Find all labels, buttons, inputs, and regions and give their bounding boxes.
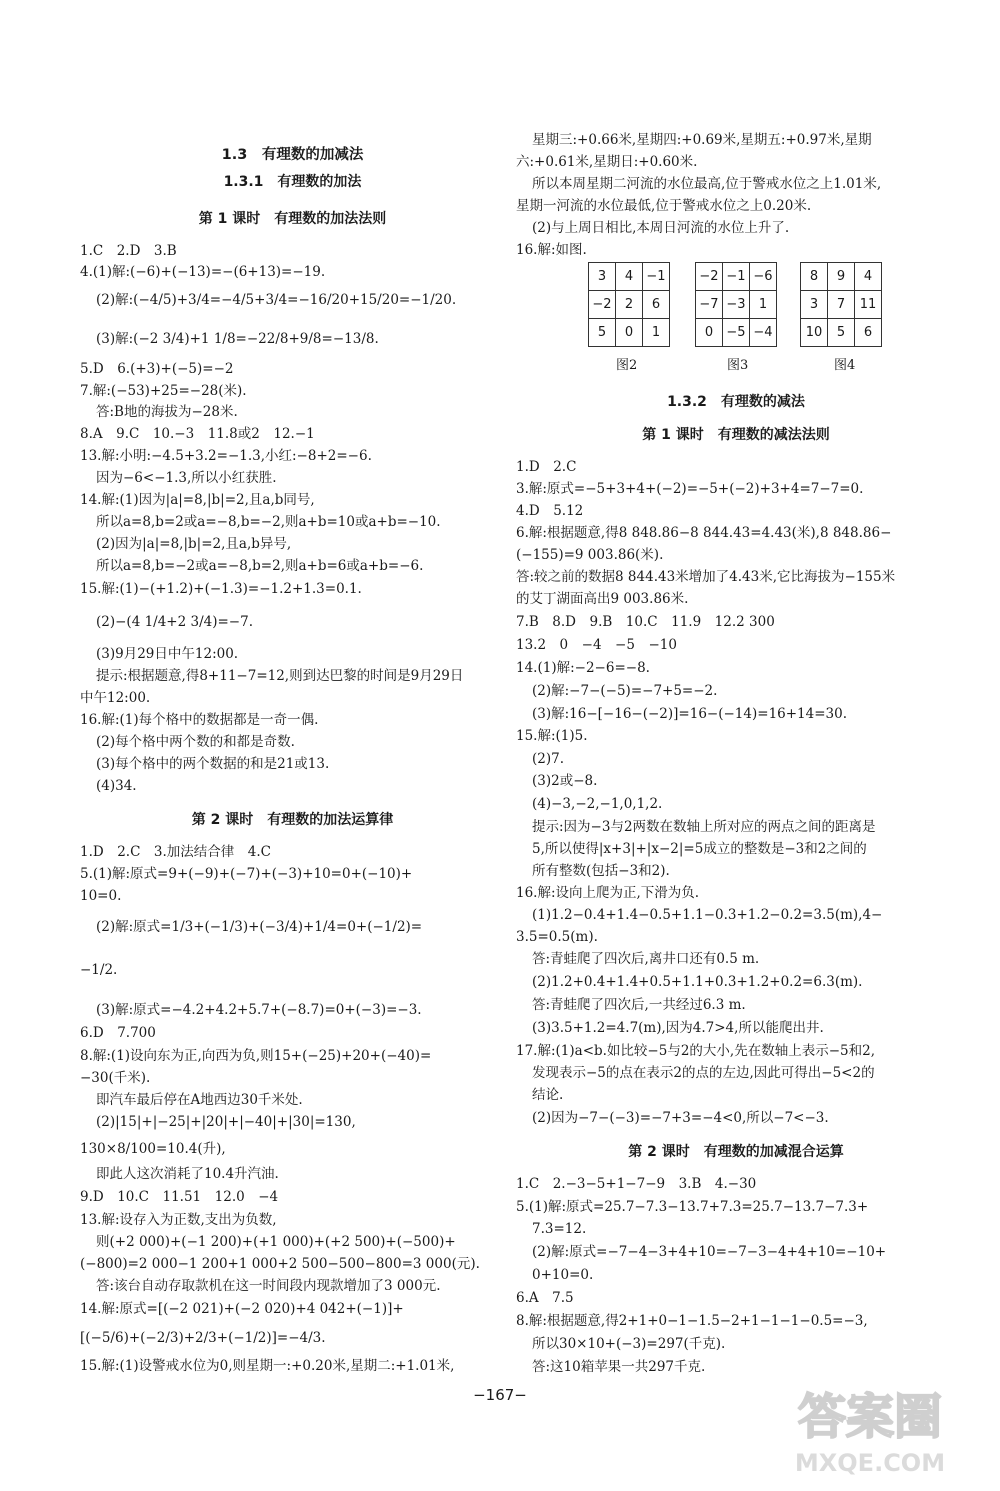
answer-line: 5,所以使得|x+3|+|x−2|=5成立的整数是−3和2之间的 — [532, 841, 867, 857]
subsection-title: 1.3.1 有理数的加法 — [223, 174, 362, 190]
answer-line: 答:B地的海拔为−28米. — [96, 404, 238, 420]
answer-line: 4.(1)解:(−6)+(−13)=−(6+13)=−19. — [80, 264, 326, 280]
answer-line: 5.D 6.(+3)+(−5)=−2 — [80, 361, 234, 377]
answer-line: −30(千米). — [80, 1070, 151, 1086]
answer-line: 5.(1)解:原式=25.7−7.3−13.7+7.3=25.7−13.7−7.3+ — [516, 1199, 869, 1215]
answer-line: 13.解:小明:−4.5+3.2=−1.3,小红:−8+2=−6. — [80, 448, 372, 464]
answer-line: 所以a=8,b=2或a=−8,b=−2,则a+b=10或a+b=−10. — [96, 514, 441, 530]
grid-cell: −2 — [696, 263, 723, 291]
answer-line: 5.(1)解:原式=9+(−9)+(−7)+(−3)+10=0+(−10)+ — [80, 866, 413, 882]
grid-cell: 3 — [589, 263, 616, 291]
figure-caption: 图3 — [727, 358, 749, 373]
answer-line: (1)1.2−0.4+1.4−0.5+1.1−0.3+1.2−0.2=3.5(m),4− — [532, 907, 883, 923]
answer-line: 8.解:根据题意,得2+1+0−1−1.5−2+1−1−1−0.5=−3, — [516, 1313, 868, 1329]
answer-line: 3.5=0.5(m). — [516, 929, 598, 945]
grid-cell: 4 — [855, 263, 882, 291]
lesson-title: 第 2 课时 有理数的加法运算律 — [191, 812, 394, 828]
answer-line: 15.解:(1)−(+1.2)+(−1.3)=−1.2+1.3=0.1. — [80, 581, 362, 597]
answer-line: 8.A 9.C 10.−3 11.8或2 12.−1 — [80, 426, 315, 442]
answer-line: 3.解:原式=−5+3+4+(−2)=−5+(−2)+3+4=7−7=0. — [516, 481, 864, 497]
grid-cell: 1 — [750, 291, 777, 319]
answer-line: (2)因为|a|=8,|b|=2,且a,b异号, — [96, 536, 292, 552]
answer-line: 则(+2 000)+(−1 200)+(+1 000)+(+2 500)+(−500)+ — [96, 1234, 456, 1250]
answer-line: (3)解:原式=−4.2+4.2+5.7+(−8.7)=0+(−3)=−3. — [96, 1002, 422, 1018]
answer-line: 13.2 0 −4 −5 −10 — [516, 637, 677, 653]
answer-line: 六:+0.61米,星期日:+0.60米. — [516, 154, 698, 170]
answer-line: (2)解:−7−(−5)=−7+5=−2. — [532, 683, 718, 699]
answer-line: (3)每个格中的两个数据的和是21或13. — [96, 756, 330, 772]
answer-line: (3)3.5+1.2=4.7(m),因为4.7>4,所以能爬出井. — [532, 1020, 824, 1036]
answer-line: 答:这10箱苹果一共297千克. — [532, 1359, 706, 1375]
answer-line: 9.D 10.C 11.51 12.0 −4 — [80, 1189, 279, 1205]
answer-line: (2)7. — [532, 751, 565, 767]
answer-line: 7.B 8.D 9.B 10.C 11.9 12.2 300 — [516, 614, 775, 630]
answer-line: 所以本周星期二河流的水位最高,位于警戒水位之上1.01米, — [532, 176, 882, 192]
answer-line: 8.解:(1)设向东为正,向西为负,则15+(−25)+20+(−40)= — [80, 1048, 432, 1064]
answer-line: 所有整数(包括−3和2). — [532, 863, 670, 879]
answer-line: 16.解:设向上爬为正,下滑为负. — [516, 885, 700, 901]
grid-cell: 0 — [616, 319, 643, 347]
svg-text:MXQE.COM: MXQE.COM — [794, 1449, 946, 1477]
grid-cell: 3 — [801, 291, 828, 319]
grid-cell: 5 — [589, 319, 616, 347]
answer-line: 10=0. — [80, 888, 122, 904]
answer-line: 所以a=8,b=−2或a=−8,b=2,则a+b=6或a+b=−6. — [96, 558, 424, 574]
grid-cell: −5 — [723, 319, 750, 347]
grid-cell: 6 — [855, 319, 882, 347]
answer-line: (3)解:(−2 3/4)+1 1/8=−22/8+9/8=−13/8. — [96, 331, 379, 347]
answer-line: 发现表示−5的点在表示2的点的左边,因此可得出−5<2的 — [532, 1065, 875, 1081]
answer-line: (2)|15|+|−25|+|20|+|−40|+|30|=130, — [96, 1114, 356, 1130]
svg-text:答案圈: 答案圈 — [797, 1389, 943, 1445]
answer-line: (2)1.2+0.4+1.4+0.5+1.1+0.3+1.2+0.2=6.3(m). — [532, 974, 863, 990]
grid-cell: −6 — [750, 263, 777, 291]
grid-cell: −2 — [589, 291, 616, 319]
answer-line: 16.解:(1)每个格中的数据都是一奇一偶. — [80, 712, 319, 728]
number-grid-figure-2 — [588, 262, 670, 347]
answer-line: 6.A 7.5 — [516, 1290, 574, 1306]
answer-line: 星期一河流的水位最低,位于警戒水位之上0.20米. — [516, 198, 812, 214]
answer-line: 7.3=12. — [532, 1221, 587, 1237]
answer-line: 0+10=0. — [532, 1267, 594, 1283]
lesson-title: 第 1 课时 有理数的加法法则 — [198, 211, 387, 227]
answer-line: 答:该台自动存取款机在这一时间段内现款增加了3 000元. — [96, 1278, 441, 1294]
answer-line: 的艾丁湖面高出9 003.86米. — [516, 591, 689, 607]
grid-cell: 4 — [616, 263, 643, 291]
answer-line: (4)−3,−2,−1,0,1,2. — [532, 796, 663, 812]
answer-line: 答:较之前的数据8 844.43米增加了4.43米,它比海拔为−155米 — [516, 569, 896, 585]
grid-cell: 5 — [828, 319, 855, 347]
answer-line: 15.解:(1)设警戒水位为0,则星期一:+0.20米,星期二:+1.01米, — [80, 1358, 455, 1374]
grid-cell: 1 — [643, 319, 670, 347]
figure-caption: 图4 — [834, 358, 856, 373]
answer-line: [(−5/6)+(−2/3)+2/3+(−1/2)]=−4/3. — [80, 1330, 326, 1346]
grid-cell: 11 — [855, 291, 882, 319]
answer-line: 中午12:00. — [80, 690, 151, 706]
grid-cell: −1 — [723, 263, 750, 291]
answer-line: (2)与上周日相比,本周日河流的水位上升了. — [532, 220, 790, 236]
answer-line: 提示:根据题意,得8+11−7=12,则到达巴黎的时间是9月29日 — [96, 668, 464, 684]
grid-cell: 6 — [643, 291, 670, 319]
answer-line: 结论. — [532, 1087, 564, 1103]
answer-line: 13.解:设存入为正数,支出为负数, — [80, 1212, 277, 1228]
grid-cell: −3 — [723, 291, 750, 319]
answer-line: 4.D 5.12 — [516, 503, 584, 519]
page-number: −167− — [473, 1386, 527, 1404]
answer-line: 14.解:原式=[(−2 021)+(−2 020)+4 042+(−1)]+ — [80, 1301, 404, 1317]
answer-line: (−800)=2 000−1 200+1 000+2 500−500−800=3 000(元). — [80, 1256, 480, 1272]
answer-line: (2)解:原式=1/3+(−1/3)+(−3/4)+1/4=0+(−1/2)= — [96, 919, 423, 935]
answer-line: 1.D 2.C 3.加法结合律 4.C — [80, 844, 272, 860]
number-grid-figure-3 — [695, 262, 777, 347]
watermark-logo — [760, 1371, 980, 1481]
answer-line: 6.解:根据题意,得8 848.86−8 844.43=4.43(米),8 848.86− — [516, 525, 892, 541]
answer-line: 14.解:(1)因为|a|=8,|b|=2,且a,b同号, — [80, 492, 315, 508]
answer-line: (4)34. — [96, 778, 137, 794]
answer-line: 星期三:+0.66米,星期四:+0.69米,星期五:+0.97米,星期 — [532, 132, 872, 148]
answer-line: 提示:因为−3与2两数在数轴上所对应的两点之间的距离是 — [532, 819, 876, 835]
answer-line: 即此人这次消耗了10.4升汽油. — [96, 1166, 279, 1182]
subsection-title: 1.3.2 有理数的减法 — [667, 394, 805, 410]
grid-cell: 0 — [696, 319, 723, 347]
figure-caption: 图2 — [616, 358, 638, 373]
grid-cell: −1 — [643, 263, 670, 291]
answer-line: (−155)=9 003.86(米). — [516, 547, 664, 563]
answer-line: 14.(1)解:−2−6=−8. — [516, 660, 650, 676]
answer-line: 答:青蛙爬了四次后,一共经过6.3 m. — [532, 997, 746, 1013]
section-title: 1.3 有理数的加减法 — [221, 147, 364, 163]
answer-line: (2)解:原式=−7−4−3+4+10=−7−3−4+4+10=−10+ — [532, 1244, 887, 1260]
answer-line: 1.D 2.C — [516, 459, 577, 475]
answer-line: 15.解:(1)5. — [516, 728, 588, 744]
grid-cell: −7 — [696, 291, 723, 319]
answer-line: 1.C 2.D 3.B — [80, 243, 177, 259]
answer-line: 因为−6<−1.3,所以小红获胜. — [96, 470, 277, 486]
number-grid-figure-4 — [800, 262, 882, 347]
grid-cell: 9 — [828, 263, 855, 291]
answer-line: 17.解:(1)a<b.如比较−5与2的大小,先在数轴上表示−5和2, — [516, 1043, 875, 1059]
lesson-title: 第 1 课时 有理数的减法法则 — [642, 427, 830, 443]
answer-line: 即汽车最后停在A地西边30千米处. — [96, 1092, 303, 1108]
answer-line: −1/2. — [80, 962, 118, 978]
grid-cell: 10 — [801, 319, 828, 347]
grid-cell: −4 — [750, 319, 777, 347]
answer-line: 16.解:如图. — [516, 242, 587, 258]
answer-line: (2)−(4 1/4+2 3/4)=−7. — [96, 614, 253, 630]
answer-line: 所以30×10+(−3)=297(千克). — [532, 1336, 726, 1352]
answer-line: (2)解:(−4/5)+3/4=−4/5+3/4=−16/20+15/20=−1/20. — [96, 292, 457, 308]
answer-line: (2)因为−7−(−3)=−7+3=−4<0,所以−7<−3. — [532, 1110, 829, 1126]
answer-line: (3)9月29日中午12:00. — [96, 646, 239, 662]
lesson-title: 第 2 课时 有理数的加减混合运算 — [628, 1144, 844, 1160]
answer-line: 130×8/100=10.4(升), — [80, 1141, 226, 1157]
answer-line: (2)每个格中两个数的和都是奇数. — [96, 734, 295, 750]
answer-line: (3)2或−8. — [532, 773, 598, 789]
answer-line: 6.D 7.700 — [80, 1025, 156, 1041]
grid-cell: 8 — [801, 263, 828, 291]
answer-line: 1.C 2.−3−5+1−7−9 3.B 4.−30 — [516, 1176, 757, 1192]
grid-cell: 2 — [616, 291, 643, 319]
answer-line: (3)解:16−[−16−(−2)]=16−(−14)=16+14=30. — [532, 706, 848, 722]
answer-line: 7.解:(−53)+25=−28(米). — [80, 383, 247, 399]
grid-cell: 7 — [828, 291, 855, 319]
answer-line: 答:青蛙爬了四次后,离井口还有0.5 m. — [532, 951, 760, 967]
